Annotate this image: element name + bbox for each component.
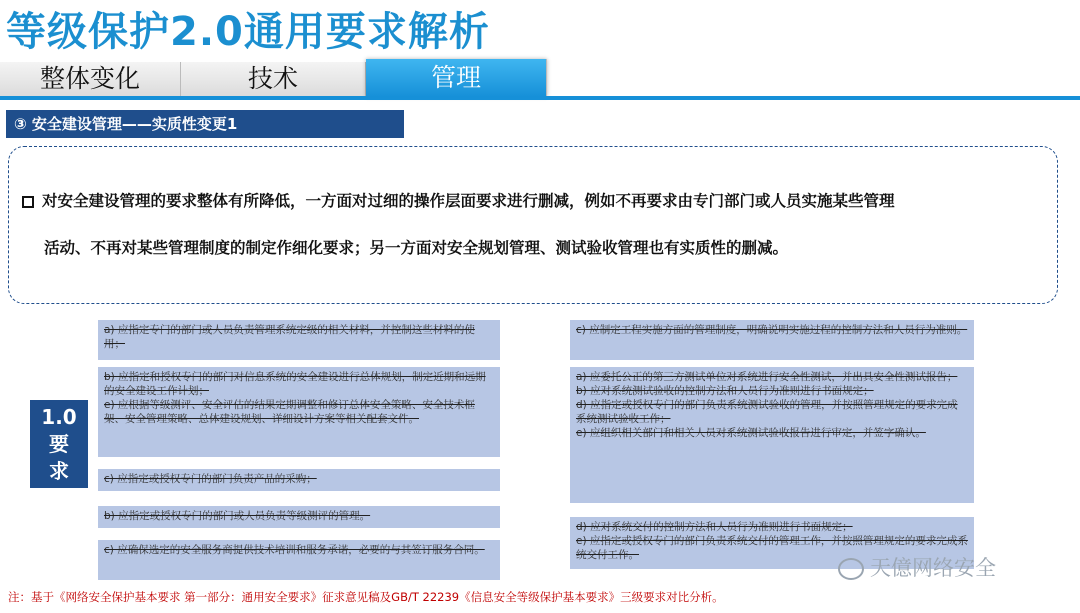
item-text: e) 应指定或授权专门的部门负责系统交付的管理工作，并按照管理规定的要求完成系统交付工作。 [576,535,968,561]
tab-technology[interactable]: 技术 [181,62,366,96]
item-text: a) 应指定专门的部门或人员负责管理系统定级的相关材料，并控制这些材料的使用； [104,324,475,350]
requirement-version-label [30,400,88,488]
item-text: d) 应对系统交付的控制方法和人员行为准则进行书面规定； [576,521,853,533]
left-item-2 [98,367,500,457]
watermark [838,552,996,582]
summary-text [22,178,1052,272]
left-item-5 [98,540,500,580]
item-text: e) 应组织相关部门和相关人员对系统测试验收报告进行审定，并签字确认。 [576,427,926,439]
req-label-line-2: 要 [49,432,69,456]
left-item-1 [98,320,500,360]
wechat-icon [838,558,864,580]
item-text: a) 应委托公正的第三方测试单位对系统进行安全性测试，并出具安全性测试报告； [576,371,958,383]
tab-bar [0,62,1080,100]
req-label-line-3: 求 [49,459,69,483]
tab-management[interactable]: 管理 [366,59,547,97]
checkbox-icon [22,196,34,208]
item-text: c) 应确保选定的安全服务商提供技术培训和服务承诺，必要的与其签订服务合同。 [104,544,485,556]
item-text: b) 应指定和授权专门的部门对信息系统的安全建设进行总体规划，制定近期和远期的安全建设工作计划； [104,371,486,397]
item-text: b) 应对系统测试验收的控制方法和人员行为准则进行书面规定； [576,385,874,397]
section-header: ③ 安全建设管理——实质性变更1 [6,110,404,138]
item-text: b) 应指定或授权专门的部门或人员负责等级测评的管理。 [104,510,371,522]
item-text: c) 应制定工程实施方面的管理制度，明确说明实施过程的控制方法和人员行为准则。 [576,324,968,336]
tab-underline [0,96,1080,100]
left-item-4 [98,506,500,528]
item-text: e) 应根据等级测评、安全评估的结果定期调整和修订总体安全策略、安全技术框架、安全管理策略、总体建设规划、详细设计方案等相关配套文件。 [104,399,475,425]
req-label-line-1: 1.0 [41,405,77,429]
summary-line-1: 对安全建设管理的要求整体有所降低，一方面对过细的操作层面要求进行删减，例如不再要求由专门部门或人员实施某些管理 [42,192,895,210]
footnote: 注：基于《网络安全保护基本要求 第一部分：通用安全要求》征求意见稿及GB/T 22239《信息安全等级保护基本要求》三级要求对比分析。 [8,590,724,604]
page-title: 等级保护2.0通用要求解析 [6,9,490,55]
right-item-1 [570,320,974,360]
item-text: d) 应指定或授权专门的部门负责系统测试验收的管理，并按照管理规定的要求完成系统测试验收工作； [576,399,958,425]
right-item-2 [570,367,974,503]
left-item-3 [98,469,500,491]
summary-line-2: 活动、不再对某些管理制度的制定作细化要求；另一方面对安全规划管理、测试验收管理也有实质性的删减。 [44,239,789,257]
item-text: c) 应指定或授权专门的部门负责产品的采购； [104,473,317,485]
tab-overall-change[interactable]: 整体变化 [0,62,181,96]
watermark-text: 天億网络安全 [870,556,996,580]
